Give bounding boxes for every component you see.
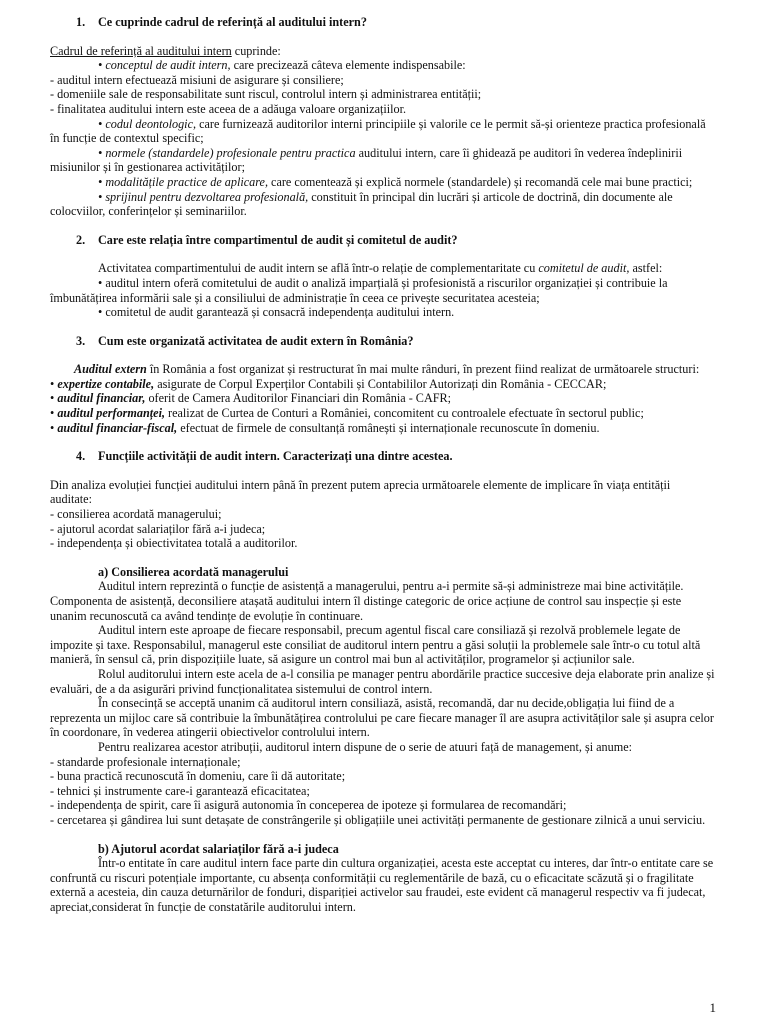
- q4-subsection-a-title: a) Consilierea acordată managerului: [98, 564, 289, 579]
- q1-bullet-4: • modalitățile practice de aplicare, care comentează și explică normele (standardele) și recomandă cele mai bune practici;: [98, 174, 693, 189]
- q3-item-4: • auditul financiar-fiscal, efectuat de firmele de consultanță românești și internaționale recunoscute în domeniu.: [50, 420, 600, 435]
- q4-line-3: - independența și obiectivitatea totală a auditorilor.: [50, 536, 298, 551]
- q1-bullet-3: • normele (standardele) profesionale pentru practica auditului intern, care îi ghidează pe auditori în vederea îndeplinirii misiunilor și în gestionarea activităților;: [50, 145, 683, 175]
- question-1-heading: 1. Ce cuprinde cadrul de referință al auditului intern?: [76, 15, 367, 29]
- q1-line-3: - finalitatea auditului intern este aceea de a adăuga valoare organizațiilor.: [50, 101, 407, 116]
- question-2-heading: 2. Care este relația între compartimentul de audit și comitetul de audit?: [76, 232, 458, 247]
- q4-b-paragraph-1: Într-o entitate în care auditul intern face parte din cultura organizației, acesta este acceptat cu interes, dar într-o entitate care se confruntă cu riscuri potențiale importante, cu absența conformității cu reglementările de bază, cu o eficacitate scăzută și o fragilitate externă a acesteia, din cauza deturnărilor de fonduri, dispariției activelor sau fraudei, este evident că managerul respectiv va fi judecat, apreciat,considerat în funcție de constatările auditorului intern.: [50, 856, 714, 914]
- question-4-answer: [50, 478, 715, 915]
- page-number: 1: [709, 1000, 716, 1015]
- q4-a-paragraph-2: Auditul intern este aproape de fiecare responsabil, precum agentul fiscal care consiliază și rezolvă problemele legate de impozite și taxe. Responsabilul, managerul este consiliat de auditorul intern pentru a găsi soluții la problemele sale într-o cu totul altă manieră, în sensul că, prin dispozițiile luate, să asigure un control mai bun al activităților, programelor și acțiunilor sale.: [50, 623, 701, 667]
- question-3-answer: [50, 362, 715, 435]
- q4-a-paragraph-5: Pentru realizarea acestor atribuții, auditorul intern dispune de o serie de atuuri față de management, și anume:: [98, 739, 633, 754]
- q3-intro: Auditul extern în România a fost organizat și restructurat în mai multe rânduri, în prezent fiind realizat de următoarele structuri:: [74, 362, 700, 377]
- q1-bullet-2: • codul deontologic, care furnizează auditorilor interni principiile și valorile ce le permit să-și orienteze practica profesională în funcție de contextul specific;: [50, 116, 706, 146]
- q2-bullet-2: • comitetul de audit garantează și consacră independența auditului intern.: [98, 305, 455, 320]
- q4-a-list-1: - standarde profesionale internaționale;: [50, 754, 241, 769]
- q1-lead: Cadrul de referință al auditului intern cuprinde:: [50, 43, 281, 58]
- q4-a-paragraph-3: Rolul auditorului intern este acela de a-l consilia pe manager pentru abordările practice succesive deja elaborate prin analize și evaluări, de a da asigurări privind funcționalitatea sistemului de control intern.: [50, 666, 715, 696]
- q4-line-1: - consilierea acordată managerului;: [50, 507, 222, 522]
- document-body: [50, 15, 715, 914]
- q4-a-list-4: - independența de spirit, care îi asigură autonomia în conceperea de ipoteze și formularea de recomandări;: [50, 798, 567, 813]
- q3-item-2: • auditul financiar, oferit de Camera Auditorilor Financiari din România - CAFR;: [50, 391, 452, 406]
- question-1-answer: [50, 44, 715, 219]
- q1-bullet-5: • sprijinul pentru dezvoltarea profesională, constituit în principal din lucrări și articole de doctrină, din documente ale colocviilor, conferințelor și seminariilor.: [50, 189, 673, 219]
- q2-bullet-1: • auditul intern oferă comitetului de audit o analiză imparțială și profesionistă a riscurilor organizației și contribuie la îmbunătățirea informării sale și a consiliului de administrație în ceea ce privește securitatea acesteia;: [50, 275, 668, 305]
- question-3-heading: 3. Cum este organizată activitatea de audit extern în România?: [76, 333, 414, 348]
- q4-intro: Din analiza evoluției funcției auditului intern până în prezent putem aprecia următoarele elemente de implicare în viața entității auditate:: [50, 477, 671, 507]
- q4-a-paragraph-1: Auditul intern reprezintă o funcție de asistență a managerului, pentru a-i permite să-și administreze mai bine activitățile. Componenta de asistență, deconsiliere atașată auditului intern îl distinge categoric de orice acțiune de control sau inspecție și este unanim recunoscută ca având tendințe de evoluție în continuare.: [50, 579, 684, 623]
- q4-a-list-5: - cercetarea și gândirea lui sunt detașate de constrângerile și obligațiile unei activități permanente de gestionare zilnică a unui serviciu.: [50, 812, 706, 827]
- question-4-heading: 4. Funcțiile activității de audit intern. Caracterizați una dintre acestea.: [76, 449, 453, 464]
- q2-intro: Activitatea compartimentului de audit intern se află într-o relație de complementaritate cu comitetul de audit, astfel:: [98, 261, 663, 276]
- q4-a-paragraph-4: În consecință se acceptă unanim că auditorul intern consiliază, asistă, recomandă, dar nu decide,obligația lui fiind de a reprezenta un mijloc care să contribuie la îmbunătățirea controlului pe care fiecare manager îl are asupra activităților sale și asupra celor în coordonare, în vederea atingerii obiectivelor controlului intern.: [50, 696, 714, 740]
- question-2-answer: [50, 261, 715, 319]
- q4-a-list-3: - tehnici și instrumente care-i garantează eficacitatea;: [50, 783, 310, 798]
- q3-item-3: • auditul performanței, realizat de Curtea de Conturi a României, concomitent cu controalele efectuate în sectorul public;: [50, 406, 644, 421]
- q4-a-list-2: - buna practică recunoscută în domeniu, care îi dă autoritate;: [50, 769, 346, 784]
- q4-subsection-b-title: b) Ajutorul acordat salariaților fără a-i judeca: [98, 841, 339, 856]
- q1-line-2: - domeniile sale de responsabilitate sunt riscul, controlul intern și administrarea entității;: [50, 87, 482, 102]
- q4-line-2: - ajutorul acordat salariaților fără a-i judeca;: [50, 521, 266, 536]
- q1-bullet-1: • conceptul de audit intern, care precizează câteva elemente indispensabile:: [98, 58, 466, 73]
- q1-line-1: - auditul intern efectuează misiuni de asigurare și consiliere;: [50, 72, 344, 87]
- q3-item-1: • expertize contabile, asigurate de Corpul Experților Contabili și Contabililor Autorizați din România - CECCAR;: [50, 376, 607, 391]
